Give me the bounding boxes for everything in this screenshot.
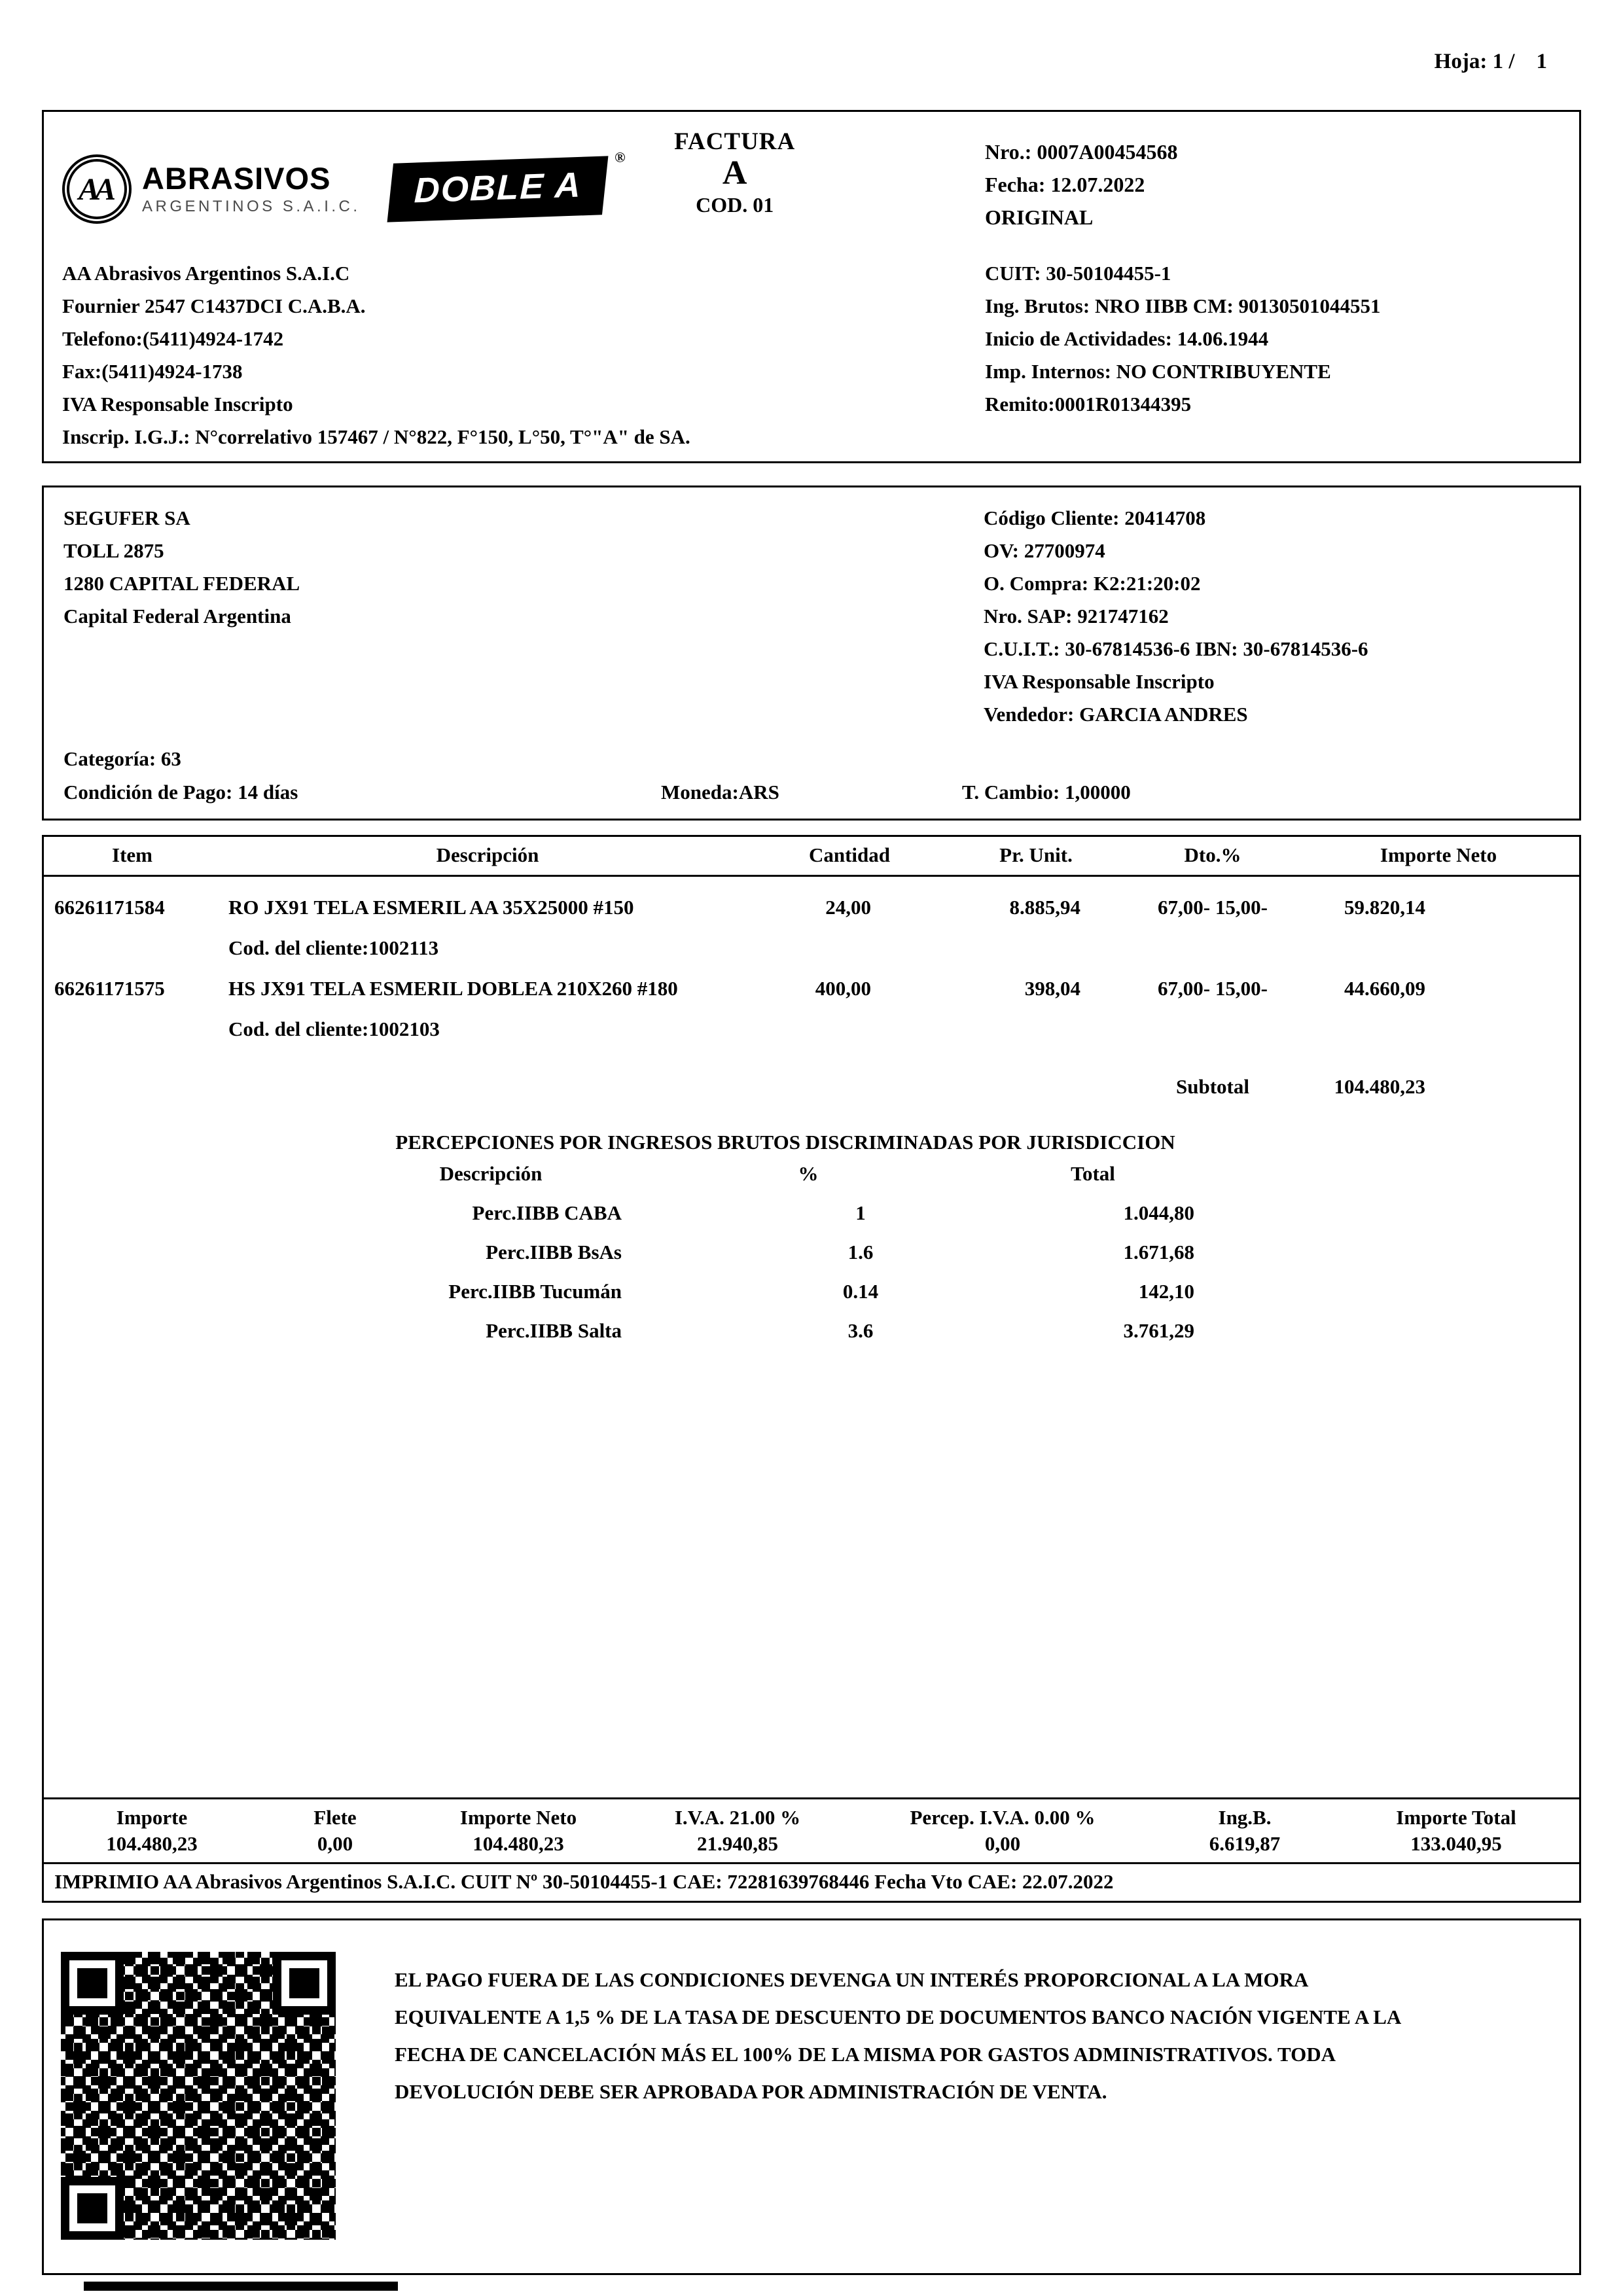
col-header-dto: Dto.%: [1184, 843, 1241, 866]
client-country-line: Capital Federal Argentina: [63, 605, 291, 627]
client-box: [42, 486, 1581, 821]
moneda: Moneda:ARS: [661, 781, 779, 804]
brand-subname: ARGENTINOS S.A.I.C.: [142, 197, 361, 215]
total-importe-total: 133.040,95: [1410, 1832, 1502, 1855]
brand-name: ABRASIVOS: [142, 161, 331, 196]
legal-line: EQUIVALENTE A 1,5 % DE LA TASA DE DESCUENTO DE DOCUMENTOS BANCO NACIÓN VIGENTE A LA: [395, 2005, 1402, 2028]
company-tax-block: [985, 253, 1561, 453]
col-header-importe: Importe Neto: [1380, 843, 1497, 866]
item-importe: 44.660,09: [1344, 977, 1425, 1000]
invoice-number: Nro.: 0007A00454568: [985, 140, 1178, 164]
totals-header-row: [44, 1799, 1579, 1831]
company-logo-text: [142, 162, 361, 215]
col-header-item: Item: [112, 843, 152, 866]
total-ingb: 6.619,87: [1209, 1832, 1281, 1855]
company-inicio-line: Inicio de Actividades: 14.06.1944: [985, 327, 1269, 350]
totals-section: [44, 1797, 1579, 1901]
client-codigo: Código Cliente: 20414708: [984, 506, 1206, 529]
client-categoria: Categoría: 63: [63, 747, 181, 770]
company-fax-line: Fax:(5411)4924-1738: [62, 360, 243, 383]
qr-finder-icon: [273, 1952, 336, 2015]
page-number: Hoja: 1 / 1: [1434, 50, 1547, 73]
percepciones-section: [44, 1131, 1579, 1351]
client-city-line: 1280 CAPITAL FEDERAL: [63, 572, 300, 595]
total-percep-iva: 0,00: [984, 1832, 1021, 1855]
company-iibb-line: Ing. Brutos: NRO IIBB CM: 90130501044551: [985, 294, 1381, 317]
client-ocompra: O. Compra: K2:21:20:02: [984, 572, 1201, 595]
perc-header-pct: %: [798, 1162, 819, 1185]
company-name-line: AA Abrasivos Argentinos S.A.I.C: [62, 262, 350, 285]
perc-total: 142,10: [1138, 1280, 1194, 1303]
perc-header-total: Total: [1071, 1162, 1115, 1185]
qr-code: [61, 1952, 336, 2240]
total-header-iva: I.V.A. 21.00 %: [674, 1806, 801, 1829]
table-row: [44, 887, 1579, 928]
invoice-date: Fecha: 12.07.2022: [985, 173, 1145, 196]
subtotal-row: [44, 1067, 1579, 1107]
company-remito-line: Remito:0001R01344395: [985, 393, 1192, 415]
item-cod-cliente: Cod. del cliente:1002113: [228, 936, 439, 959]
total-header-importe-neto: Importe Neto: [459, 1806, 577, 1829]
perc-total: 1.671,68: [1123, 1241, 1194, 1263]
total-importe: 104.480,23: [106, 1832, 198, 1855]
table-row: [44, 968, 1579, 1009]
total-header-importe-total: Importe Total: [1396, 1806, 1516, 1829]
col-header-prunit: Pr. Unit.: [999, 843, 1073, 866]
item-cantidad: 24,00: [825, 896, 871, 919]
client-vendedor: Vendedor: GARCIA ANDRES: [984, 703, 1248, 726]
totals-values-row: [44, 1831, 1579, 1862]
aa-monogram-icon: AA: [62, 154, 132, 224]
client-address-block: [63, 502, 984, 775]
total-header-percep-iva: Percep. I.V.A. 0.00 %: [910, 1806, 1096, 1829]
item-prunit: 8.885,94: [1009, 896, 1080, 919]
company-iva-line: IVA Responsable Inscripto: [62, 393, 293, 415]
legal-line: DEVOLUCIÓN DEBE SER APROBADA POR ADMINISTRACIÓN DE VENTA.: [395, 2080, 1107, 2103]
col-header-descripcion: Descripción: [436, 843, 539, 866]
item-code: 66261171584: [54, 896, 165, 919]
total-flete: 0,00: [317, 1832, 353, 1855]
header-box: [42, 110, 1581, 463]
legal-line: FECHA DE CANCELACIÓN MÁS EL 100% DE LA MISMA POR GASTOS ADMINISTRATIVOS. TODA: [395, 2043, 1336, 2066]
total-iva: 21.940,85: [697, 1832, 778, 1855]
perc-jurisdiccion: Perc.IIBB Tucumán: [448, 1280, 622, 1303]
qr-finder-icon: [61, 2177, 124, 2240]
col-header-cantidad: Cantidad: [808, 843, 891, 866]
perc-pct: 3.6: [847, 1319, 874, 1342]
company-address-line: Fournier 2547 C1437DCI C.A.B.A.: [62, 294, 366, 317]
total-importe-neto: 104.480,23: [473, 1832, 564, 1855]
company-igj-line: Inscrip. I.G.J.: N°correlativo 157467 / N°822, F°150, L°50, T°"A" de SA.: [62, 425, 690, 448]
item-cantidad: 400,00: [815, 977, 871, 1000]
perc-total: 3.761,29: [1123, 1319, 1194, 1342]
client-detail-block: [984, 502, 1560, 775]
client-address-line: TOLL 2875: [63, 539, 164, 562]
company-logo-icon: [62, 154, 361, 224]
company-impinternos-line: Imp. Internos: NO CONTRIBUYENTE: [985, 360, 1331, 383]
item-importe: 59.820,14: [1344, 896, 1425, 919]
doblea-logo-icon: DOBLE A ®: [387, 156, 608, 222]
percepciones-table: [308, 1154, 1579, 1351]
item-dto: 67,00- 15,00-: [1158, 896, 1268, 919]
items-box: [42, 835, 1581, 1903]
footer-box: [42, 1918, 1581, 2275]
tipo-cambio: T. Cambio: 1,00000: [962, 781, 1131, 804]
client-iva: IVA Responsable Inscripto: [984, 670, 1215, 693]
perc-jurisdiccion: Perc.IIBB CABA: [472, 1201, 622, 1224]
item-dto: 67,00- 15,00-: [1158, 977, 1268, 1000]
table-row-client-code: [44, 928, 1579, 968]
registered-mark-icon: ®: [613, 149, 626, 166]
total-header-importe: Importe: [116, 1806, 188, 1829]
item-prunit: 398,04: [1024, 977, 1080, 1000]
perc-total: 1.044,80: [1123, 1201, 1194, 1224]
perc-pct: 0.14: [842, 1280, 879, 1303]
perc-pct: 1: [855, 1201, 866, 1224]
brand-row: [62, 125, 985, 253]
company-cuit-line: CUIT: 30-50104455-1: [985, 262, 1171, 285]
imprimio-cae-line: IMPRIMIO AA Abrasivos Argentinos S.A.I.C. CUIT Nº 30-50104455-1 CAE: 72281639768446 Fecha Vto CAE: 22.07.2022: [44, 1862, 1579, 1901]
invoice-cod: COD. 01: [696, 192, 774, 217]
items-table-header: [44, 837, 1579, 877]
percepciones-title: PERCEPCIONES POR INGRESOS BRUTOS DISCRIMINADAS POR JURISDICCION: [395, 1131, 1175, 1154]
item-code: 66261171575: [54, 977, 165, 1000]
client-sap: Nro. SAP: 921747162: [984, 605, 1169, 627]
qr-finder-icon: [61, 1952, 124, 2015]
client-ov: OV: 27700974: [984, 539, 1105, 562]
legal-terms: [395, 1961, 1560, 2110]
perc-pct: 1.6: [847, 1241, 874, 1263]
perc-header-descripcion: Descripción: [439, 1162, 543, 1185]
perc-jurisdiccion: Perc.IIBB BsAs: [486, 1241, 622, 1263]
bottom-mark-bar: [84, 2282, 398, 2291]
legal-line: EL PAGO FUERA DE LAS CONDICIONES DEVENGA UN INTERÉS PROPORCIONAL A LA MORA: [395, 1968, 1309, 1991]
invoice-type: [674, 128, 795, 217]
condicion-pago: Condición de Pago: 14 días: [63, 781, 298, 804]
total-header-ingb: Ing.B.: [1218, 1806, 1272, 1829]
client-name: SEGUFER SA: [63, 506, 190, 529]
subtotal-label: Subtotal: [1176, 1075, 1249, 1098]
company-phone-line: Telefono:(5411)4924-1742: [62, 327, 284, 350]
client-cuit: C.U.I.T.: 30-67814536-6 IBN: 30-67814536-6: [984, 637, 1368, 660]
subtotal-value: 104.480,23: [1334, 1075, 1425, 1098]
perc-jurisdiccion: Perc.IIBB Salta: [486, 1319, 622, 1342]
invoice-type-label: FACTURA: [674, 128, 796, 155]
total-header-flete: Flete: [313, 1806, 357, 1829]
item-description: HS JX91 TELA ESMERIL DOBLEA 210X260 #180: [228, 977, 678, 1000]
invoice-original-label: ORIGINAL: [985, 205, 1094, 229]
company-address-block: [62, 253, 985, 453]
item-cod-cliente: Cod. del cliente:1002103: [228, 1017, 440, 1040]
item-description: RO JX91 TELA ESMERIL AA 35X25000 #150: [228, 896, 634, 919]
table-row-client-code: [44, 1009, 1579, 1050]
items-table-body: [44, 877, 1579, 1797]
invoice-meta: [985, 125, 1561, 253]
invoice-letter: A: [722, 154, 747, 192]
